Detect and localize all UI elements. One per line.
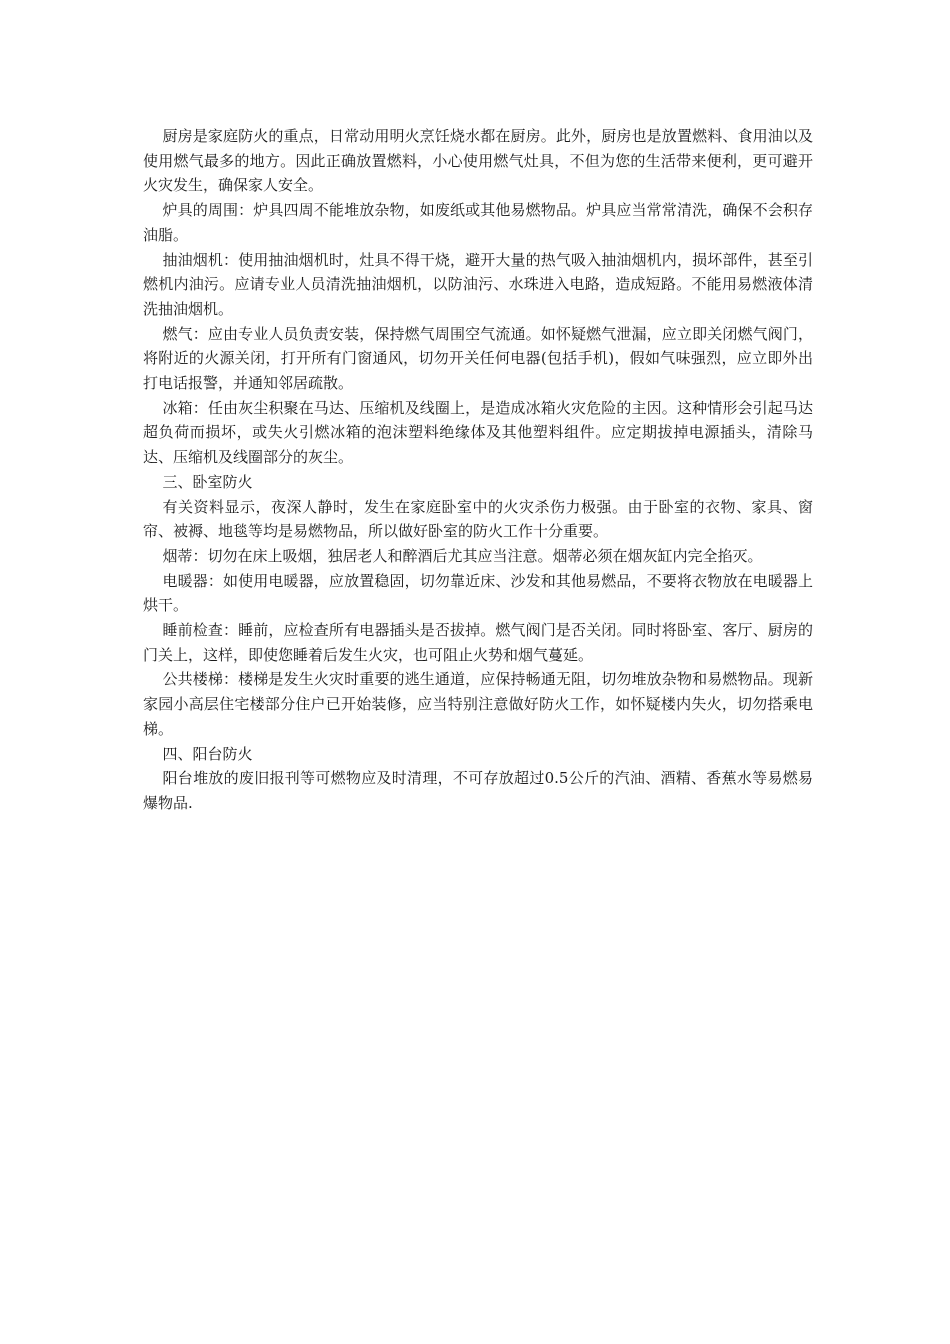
paragraph-stairs: 公共楼梯：楼梯是发生火灾时重要的逃生通道，应保持畅通无阻，切勿堆放杂物和易燃物品。现新家园小高层住宅楼部分住户已开始装修，应当特别注意做好防火工作，如怀疑楼内失火，切勿搭乘电梯。 <box>143 670 813 738</box>
paragraph-stove: 炉具的周围：炉具四周不能堆放杂物，如废纸或其他易燃物品。炉具应当常常清洗，确保不会积存油脂。 <box>143 201 813 244</box>
document-body <box>143 124 813 816</box>
paragraph-cigarette: 烟蒂：切勿在床上吸烟，独居老人和醉酒后尤其应当注意。烟蒂必须在烟灰缸内完全掐灭。 <box>162 546 763 565</box>
section-heading-bedroom: 三、卧室防火 <box>162 472 253 491</box>
paragraph-range-hood: 抽油烟机：使用抽油烟机时，灶具不得干烧，避开大量的热气吸入抽油烟机内，损坏部件，甚至引燃机内油污。应请专业人员清洗抽油烟机，以防油污、水珠进入电路，造成短路。不能用易燃液体清洗抽油烟机。 <box>143 250 813 318</box>
section-heading-balcony: 四、阳台防火 <box>162 744 253 763</box>
paragraph-bedtime-check: 睡前检查：睡前，应检查所有电器插头是否拔掉。燃气阀门是否关闭。同时将卧室、客厅、厨房的门关上，这样，即使您睡着后发生火灾，也可阻止火势和烟气蔓延。 <box>143 621 813 664</box>
paragraph-fridge: 冰箱：任由灰尘积聚在马达、压缩机及线圈上，是造成冰箱火灾危险的主因。这种情形会引起马达超负荷而损坏，或失火引燃冰箱的泡沫塑料绝缘体及其他塑料组件。应定期拔掉电源插头，清除马达、压缩机及线圈部分的灰尘。 <box>143 398 813 467</box>
paragraph-kitchen-intro: 厨房是家庭防火的重点，日常动用明火烹饪烧水都在厨房。此外，厨房也是放置燃料、食用油以及使用燃气最多的地方。因此正确放置燃料，小心使用燃气灶具，不但为您的生活带来便利，更可避开火灾发生，确保家人安全。 <box>143 127 813 195</box>
paragraph-gas: 燃气：应由专业人员负责安装，保持燃气周围空气流通。如怀疑燃气泄漏，应立即关闭燃气阀门，将附近的火源关闭，打开所有门窗通风，切勿开关任何电器(包括手机)，假如气味强烈，应立即外出打电话报警，并通知邻居疏散。 <box>143 324 813 393</box>
paragraph-heater: 电暖器：如使用电暖器，应放置稳固，切勿靠近床、沙发和其他易燃品，不要将衣物放在电暖器上烘干。 <box>143 571 813 615</box>
paragraph-balcony: 阳台堆放的废旧报刊等可燃物应及时清理，不可存放超过0.5公斤的汽油、酒精、香蕉水等易燃易爆物品. <box>143 769 813 812</box>
paragraph-bedroom-intro: 有关资料显示，夜深人静时，发生在家庭卧室中的火灾杀伤力极强。由于卧室的衣物、家具、窗帘、被褥、地毯等均是易燃物品，所以做好卧室的防火工作十分重要。 <box>143 497 813 541</box>
